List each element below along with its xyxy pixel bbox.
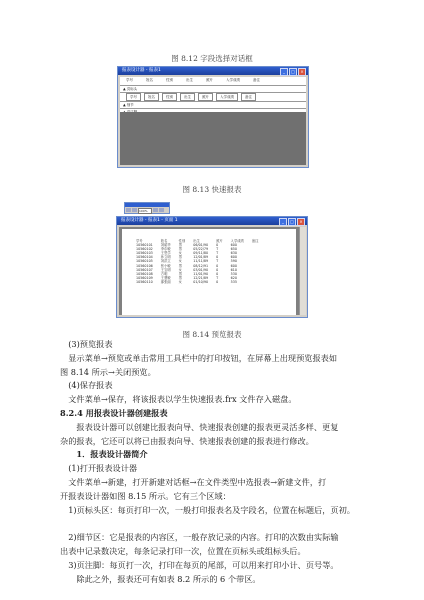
report-cell: 650 [230, 247, 237, 252]
preview-page [122, 229, 296, 315]
report-cell: 10560109 [136, 275, 153, 280]
paragraph-line: 文件菜单→新建，打开新建对话框→在文件类型中选报表→新建文件，打 [68, 476, 327, 487]
field-header-label: 学号 [126, 78, 133, 82]
window-title: 报表设计器 - 报表1 [122, 68, 161, 73]
report-cell: 08/12/91 [193, 263, 209, 268]
report-cell: 男 [178, 263, 182, 268]
report-cell: 刘昭华 [160, 243, 171, 248]
report-cell: 0 [216, 243, 219, 248]
section-heading: 1．报表设计器简介 [76, 449, 148, 460]
detail-field-row [120, 93, 306, 102]
field-header-label: 出生 [186, 78, 193, 82]
report-cell: 0 [216, 263, 219, 268]
report-cell: 女 [178, 259, 182, 264]
report-column-header: 姓名 [160, 239, 168, 243]
report-cell: 女 [178, 251, 182, 256]
report-cell: 0 [216, 267, 219, 272]
report-cell: 12/21/89 [193, 275, 209, 280]
report-cell: 王慧敏 [160, 275, 171, 280]
preview-toolbar [124, 202, 170, 214]
report-column-header: 出生 [193, 239, 200, 243]
paragraph-line: 杂的报表，它还可以将已由报表向导、快速报表创建的报表进行修改。 [60, 435, 314, 446]
report-cell: 孙立明 [160, 255, 171, 260]
field-control[interactable]: 姓名 [144, 93, 159, 101]
report-cell: 05/22/79 [193, 247, 209, 252]
report-cell: 张小敏 [160, 263, 171, 268]
report-cell: 0 [216, 271, 219, 276]
report-column-header: 入学成绩 [230, 239, 244, 243]
vertical-scrollbar[interactable] [299, 227, 306, 315]
report-column-header: 性别 [178, 239, 186, 243]
minimize-icon[interactable]: _ [280, 68, 288, 76]
field-header-row [120, 77, 306, 86]
band-page-header[interactable]: ▲ 页标头 [120, 86, 306, 93]
window-titlebar [118, 67, 308, 75]
report-cell: 600 [230, 255, 237, 260]
close-icon[interactable]: × [297, 218, 305, 226]
paragraph-line: 3)页注脚：每页打一次，打印在每页的尾部，可以用来打印小计、页号等。 [68, 559, 339, 570]
report-cell: T [216, 275, 219, 280]
report-cell: 0 [216, 279, 219, 284]
report-cell: 李尔敏 [160, 247, 171, 252]
report-cell: 男 [178, 247, 182, 252]
close-preview-button[interactable] [153, 208, 158, 212]
report-cell: T [216, 247, 219, 252]
report-cell: 刘洪立 [160, 259, 171, 264]
maximize-icon[interactable]: □ [288, 218, 296, 226]
report-cell: 10560104 [136, 255, 153, 260]
report-cell: 535 [230, 279, 237, 284]
field-control[interactable]: 备注 [241, 93, 256, 101]
field-header-label: 性别 [166, 78, 173, 82]
paragraph-line: 开报表设计器如图 8.15 所示。它有三个区域： [60, 490, 231, 501]
report-cell: 11/11/89 [193, 259, 209, 264]
paragraph-line [60, 517, 396, 531]
field-control[interactable]: 照片 [198, 93, 213, 101]
report-cell: 10560105 [136, 259, 153, 264]
field-header-label: 入学成绩 [226, 78, 240, 82]
report-cell: 男 [178, 271, 182, 276]
report-cell: 600 [230, 243, 237, 248]
report-cell: 10560106 [136, 263, 153, 268]
report-cell: 10560107 [136, 267, 153, 272]
paragraph-line: 图 8.14 所示→关闭预览。 [60, 366, 156, 377]
report-column-header: 备注 [251, 239, 259, 243]
body-text [60, 338, 396, 586]
preview-window-title: 报表设计器 - 报表1 - 页面 1 [121, 218, 178, 223]
report-cell: 06/01/90 [193, 243, 209, 248]
report-cell: 01/10/90 [193, 279, 209, 284]
report-cell: 610 [230, 267, 237, 272]
report-designer-window [117, 66, 309, 168]
preview-window [116, 216, 308, 318]
paragraph-line: 出表中记录数决定，每条记录打印一次，位置在页标头或组标头后。 [60, 545, 306, 556]
field-control[interactable]: 性别 [162, 93, 177, 101]
report-cell: 男 [178, 275, 182, 280]
first-page-button[interactable] [126, 208, 131, 212]
report-cell: 10560108 [136, 271, 153, 276]
report-cell: T [216, 251, 219, 256]
maximize-icon[interactable]: □ [289, 68, 297, 76]
report-cell: 03/01/90 [193, 267, 209, 272]
field-control[interactable]: 学号 [126, 93, 141, 101]
report-cell: 10560102 [136, 247, 153, 252]
report-cell: 590 [230, 259, 237, 264]
report-cell: 男 [178, 255, 182, 260]
report-column-header: 学号 [136, 239, 143, 243]
paragraph-line: (4)保存报表 [68, 380, 113, 391]
paragraph-line: (1)打开报表设计器 [68, 463, 138, 474]
paragraph-line: 显示菜单→预览或单击常用工具栏中的打印按钮，在屏幕上出现预览报表如 [68, 352, 338, 363]
field-header-label: 姓名 [146, 78, 153, 82]
preview-background [119, 227, 299, 315]
paragraph-line: 2)细节区：它是报表的内容区，一般存放记录的内容。打印的次数由实际输 [68, 532, 339, 543]
print-button[interactable] [159, 208, 164, 212]
zoom-select[interactable]: 100% [138, 208, 152, 214]
report-cell: 620 [230, 275, 237, 280]
report-row [132, 280, 262, 284]
report-cell: 王恩学 [160, 251, 171, 256]
report-cell: 男 [178, 243, 182, 248]
field-header-label: 照片 [206, 78, 213, 82]
report-cell: 10560101 [136, 243, 153, 248]
report-cell: 0 [216, 255, 219, 260]
report-cell: 11/01/90 [193, 271, 209, 276]
prev-page-button[interactable] [132, 208, 137, 212]
report-cell: 09/11/80 [193, 251, 209, 256]
report-column-header: 照片 [216, 239, 223, 243]
paragraph-line: 1)页标头区：每页打印一次，一般打印报表名及字段名，位置在标题后，页初。 [68, 504, 355, 515]
report-cell [248, 280, 263, 284]
report-cell: 600 [230, 263, 237, 268]
designer-empty-area [120, 112, 306, 165]
field-header-label: 备注 [253, 78, 260, 82]
preview-titlebar [117, 217, 307, 225]
report-cell: 10560110 [136, 279, 153, 284]
report-cell: 女 [178, 279, 182, 284]
field-control[interactable]: 入学成绩 [216, 93, 238, 101]
designer-canvas[interactable] [120, 77, 306, 111]
report-cell: 方明 [160, 271, 168, 276]
report-cell: 女 [178, 267, 182, 272]
report-cell: 12/01/89 [193, 255, 209, 260]
report-cell: 630 [230, 251, 237, 256]
figure-caption-8-14: 图 8.14 预览报表 [182, 330, 242, 339]
paragraph-line: 报表设计器可以创建比报表向导、快速报表创建的报表更灵活多样、更复 [76, 421, 339, 432]
figure-caption-8-13: 图 8.13 快速报表 [182, 185, 242, 194]
report-cell: T [216, 259, 219, 264]
paragraph-line: 文件菜单→保存，将该报表以学生快速报表.frx 文件存入磁盘。 [68, 394, 297, 405]
close-icon[interactable]: × [298, 68, 306, 76]
report-table [132, 239, 262, 284]
minimize-icon[interactable]: _ [279, 218, 287, 226]
field-control[interactable]: 出生 [180, 93, 195, 101]
paragraph-line: 除此之外，报表还可有如表 8.2 所示的 6 个带区。 [76, 573, 261, 584]
report-cell: 10560103 [136, 251, 153, 256]
report-cell: 那张丽 [160, 279, 171, 284]
paragraph-line: (3)预览报表 [68, 339, 113, 349]
report-cell: 王宝明 [160, 267, 171, 272]
band-detail[interactable]: ▲ 细节 [120, 102, 306, 109]
report-cell: 530 [230, 271, 237, 276]
section-heading: 8.2.4 用报表设计器创建报表 [60, 407, 168, 418]
figure-caption-8-12: 图 8.12 字段选择对话框 [171, 54, 253, 63]
